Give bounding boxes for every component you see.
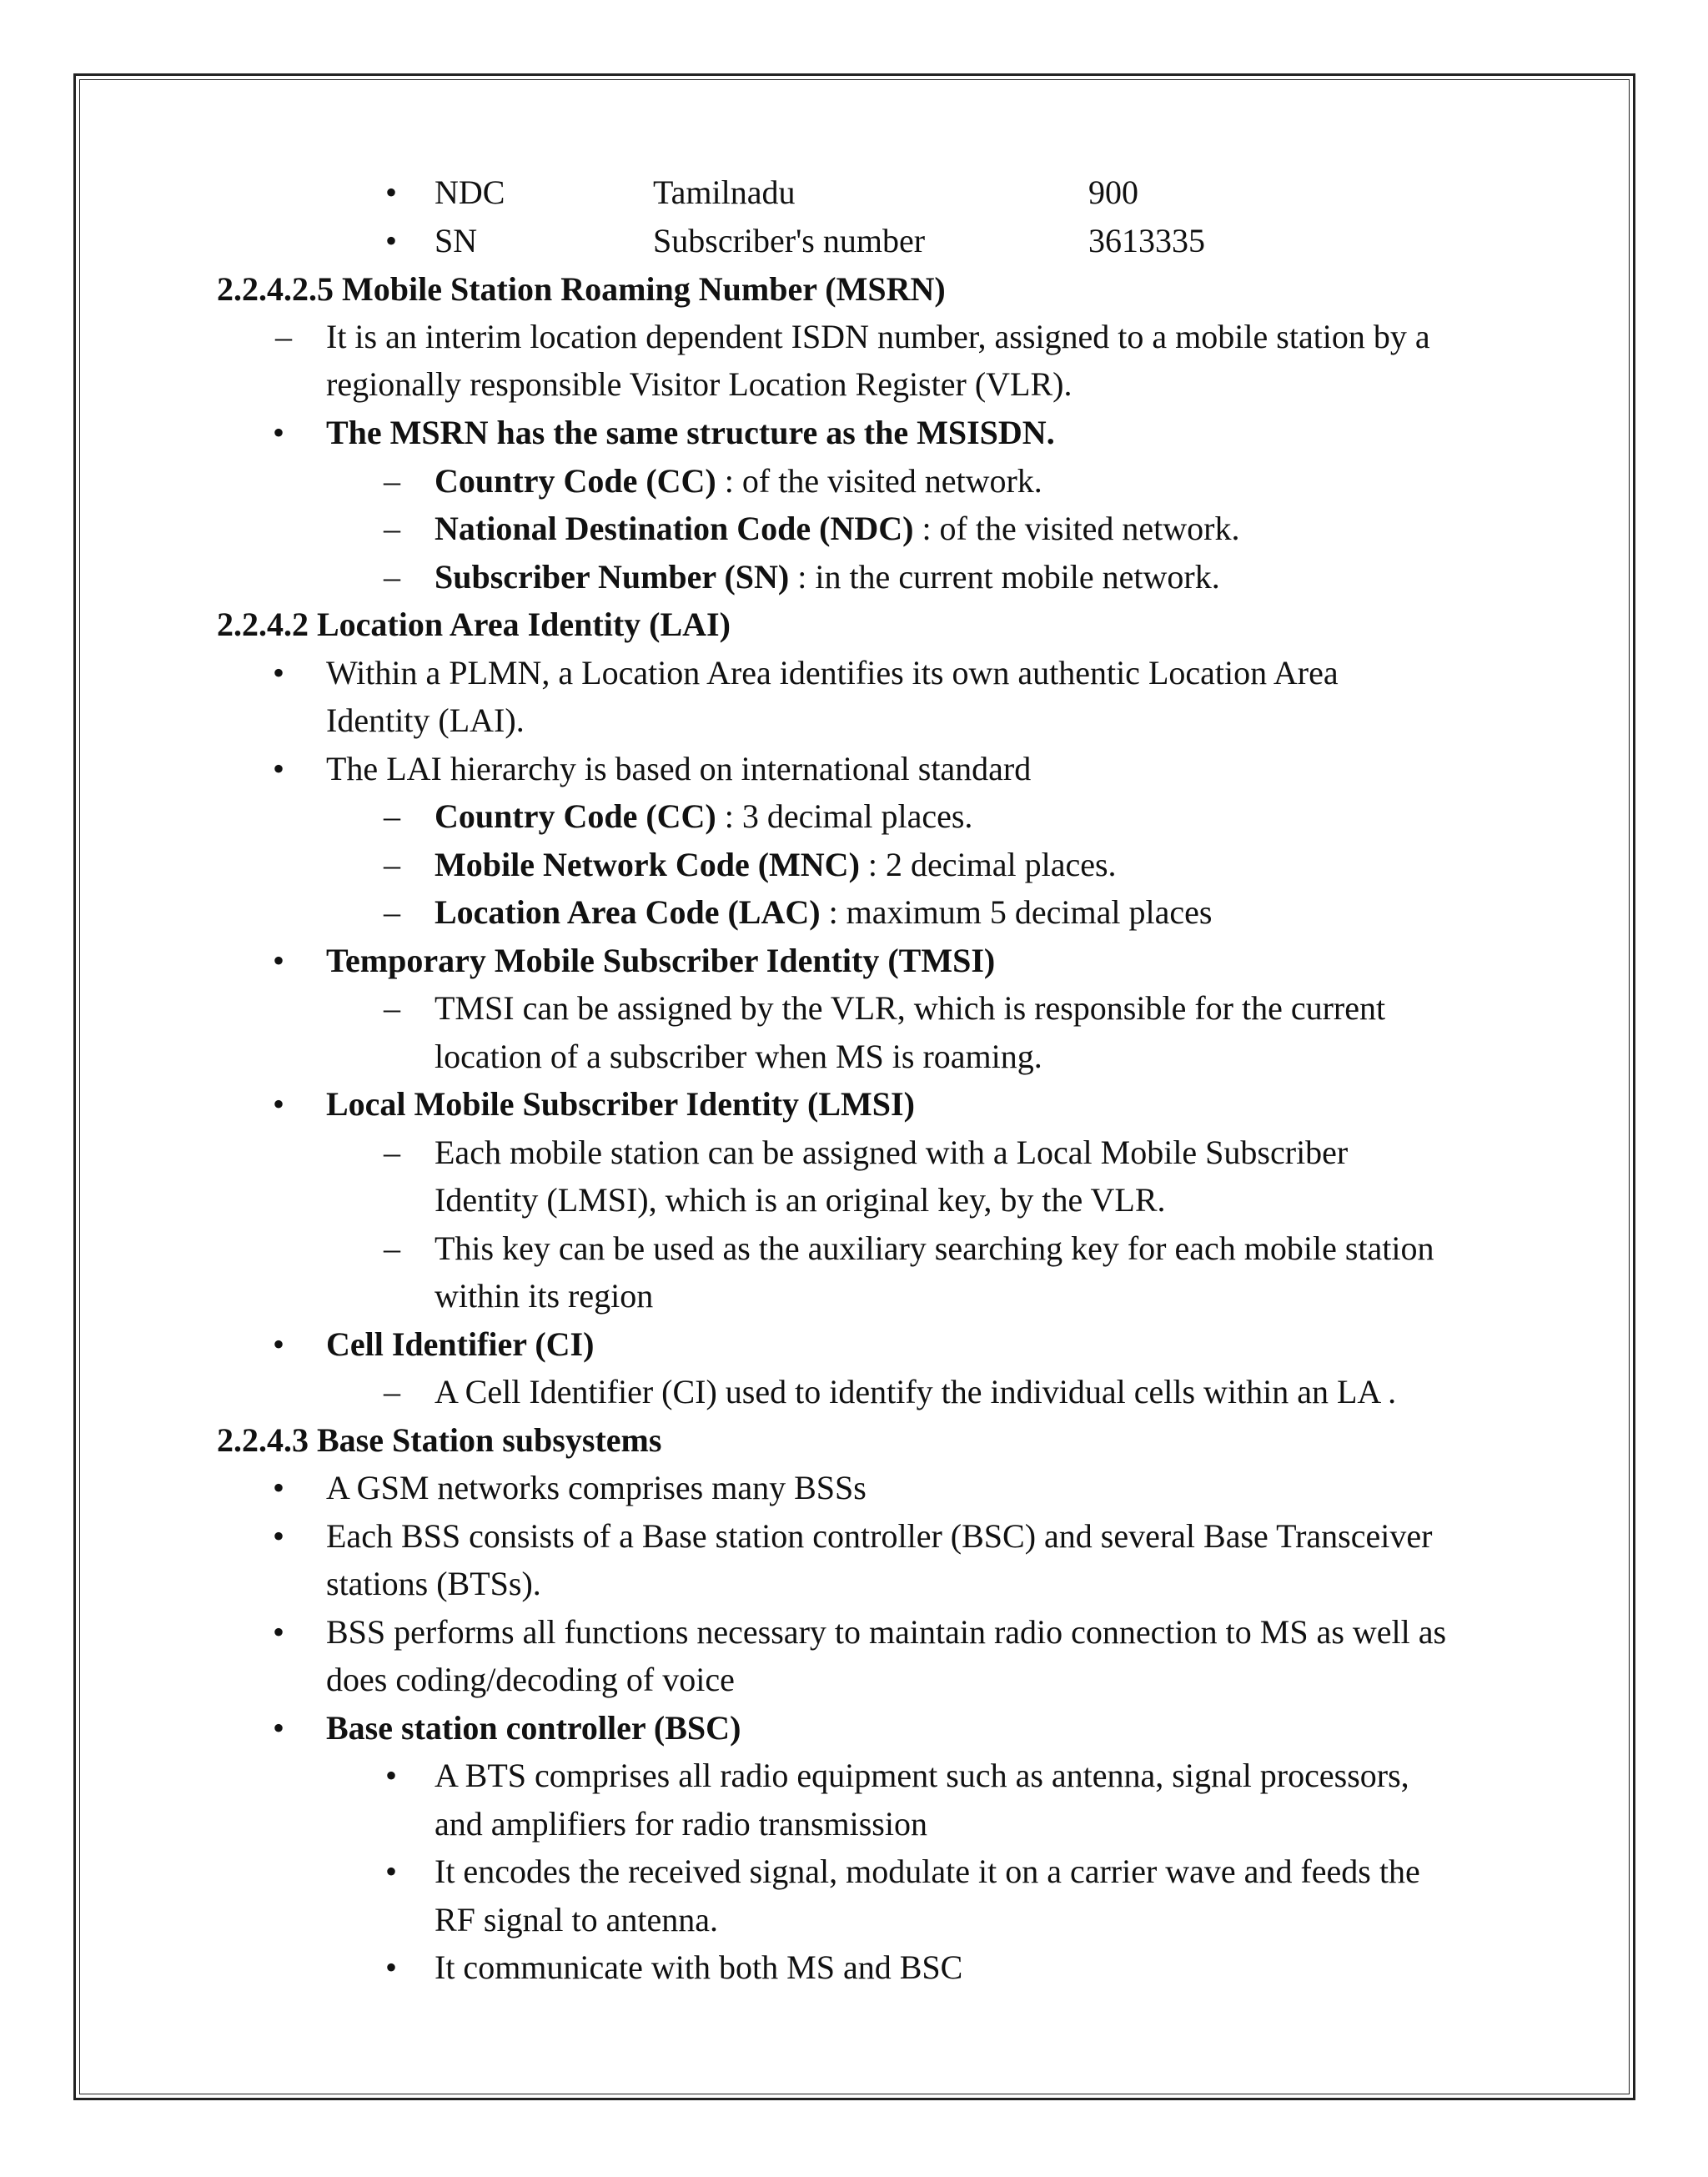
- bullet-mark: •: [273, 1613, 285, 1651]
- bullet-mark: •: [273, 1325, 285, 1363]
- dash-mark: –: [384, 1134, 400, 1171]
- paragraph-line: stations (BTSs).: [326, 1565, 541, 1602]
- paragraph-line: TMSI can be assigned by the VLR, which is responsible for the current: [435, 989, 1386, 1027]
- bullet-item-title: The MSRN has the same structure as the MSISDN.: [326, 414, 1055, 451]
- row-value: 3613335: [1088, 222, 1205, 259]
- bullet-mark: •: [273, 750, 285, 787]
- dash-mark: –: [275, 318, 292, 355]
- section-heading-lai: 2.2.4.2 Location Area Identity (LAI): [217, 606, 731, 643]
- bullet-item-title: Cell Identifier (CI): [326, 1325, 595, 1363]
- dash-mark: –: [384, 797, 400, 835]
- definition-item: [435, 841, 1117, 889]
- bullet-item-title: Temporary Mobile Subscriber Identity (TMSI): [326, 942, 996, 979]
- dash-mark: –: [384, 1373, 400, 1410]
- definition-item: [435, 888, 1212, 937]
- paragraph-line: regionally responsible Visitor Location Register (VLR).: [326, 365, 1073, 403]
- row-code: SN: [435, 222, 478, 259]
- bullet-item-title: Base station controller (BSC): [326, 1709, 741, 1747]
- bullet-mark: •: [273, 1709, 285, 1747]
- bullet-mark: •: [273, 942, 285, 979]
- dash-mark: –: [384, 989, 400, 1027]
- paragraph-line: BSS performs all functions necessary to maintain radio connection to MS as well as: [326, 1613, 1447, 1651]
- definition-desc: : 2 decimal places.: [859, 846, 1117, 883]
- definition-desc: : of the visited network.: [716, 462, 1042, 500]
- definition-desc: : maximum 5 decimal places: [820, 893, 1213, 931]
- paragraph-line: The LAI hierarchy is based on international standard: [326, 750, 1032, 787]
- paragraph-line: It is an interim location dependent ISDN number, assigned to a mobile station by a: [326, 318, 1430, 355]
- bullet-mark: •: [273, 1085, 285, 1123]
- definition-term: Country Code (CC): [435, 797, 716, 835]
- bullet-mark: •: [385, 1853, 398, 1890]
- definition-desc: : of the visited network.: [913, 510, 1240, 547]
- bullet-mark: •: [273, 654, 285, 691]
- definition-item: [435, 553, 1220, 601]
- definition-desc: : in the current mobile network.: [789, 558, 1220, 596]
- paragraph-line: location of a subscriber when MS is roaming.: [435, 1038, 1042, 1075]
- definition-term: Location Area Code (LAC): [435, 893, 821, 931]
- paragraph-line: and amplifiers for radio transmission: [435, 1805, 927, 1843]
- paragraph-line: Identity (LAI).: [326, 701, 525, 739]
- section-heading-msrn: 2.2.4.2.5 Mobile Station Roaming Number (MSRN): [217, 270, 946, 308]
- bullet-mark: •: [385, 222, 398, 259]
- definition-term: Subscriber Number (SN): [435, 558, 790, 596]
- bullet-mark: •: [273, 1469, 285, 1506]
- row-code: NDC: [435, 173, 505, 211]
- definition-term: National Destination Code (NDC): [435, 510, 914, 547]
- definition-term: Mobile Network Code (MNC): [435, 846, 860, 883]
- dash-mark: –: [384, 1229, 400, 1267]
- paragraph-line: Each mobile station can be assigned with a Local Mobile Subscriber: [435, 1134, 1349, 1171]
- bullet-mark: •: [385, 173, 398, 211]
- row-value: 900: [1088, 173, 1138, 211]
- bullet-mark: •: [273, 1517, 285, 1555]
- dash-mark: –: [384, 462, 400, 500]
- definition-term: Country Code (CC): [435, 462, 716, 500]
- section-heading-bss: 2.2.4.3 Base Station subsystems: [217, 1421, 662, 1459]
- paragraph-line: It encodes the received signal, modulate it on a carrier wave and feeds the: [435, 1853, 1420, 1890]
- dash-mark: –: [384, 846, 400, 883]
- paragraph-line: It communicate with both MS and BSC: [435, 1948, 963, 1986]
- bullet-mark: •: [273, 414, 285, 451]
- dash-mark: –: [384, 510, 400, 547]
- bullet-mark: •: [385, 1948, 398, 1986]
- row-label: Tamilnadu: [653, 173, 796, 211]
- paragraph-line: A GSM networks comprises many BSSs: [326, 1469, 867, 1506]
- paragraph-line: A Cell Identifier (CI) used to identify the individual cells within an LA .: [435, 1373, 1397, 1410]
- paragraph-line: does coding/decoding of voice: [326, 1661, 735, 1698]
- paragraph-line: RF signal to antenna.: [435, 1901, 718, 1938]
- definition-item: [435, 505, 1239, 553]
- bullet-item-title: Local Mobile Subscriber Identity (LMSI): [326, 1085, 915, 1123]
- paragraph-line: within its region: [435, 1277, 654, 1315]
- definition-item: [435, 792, 972, 841]
- dash-mark: –: [384, 893, 400, 931]
- paragraph-line: A BTS comprises all radio equipment such as antenna, signal processors,: [435, 1757, 1409, 1794]
- bullet-mark: •: [385, 1757, 398, 1794]
- paragraph-line: This key can be used as the auxiliary searching key for each mobile station: [435, 1229, 1434, 1267]
- dash-mark: –: [384, 558, 400, 596]
- paragraph-line: Within a PLMN, a Location Area identifies its own authentic Location Area: [326, 654, 1339, 691]
- definition-desc: : 3 decimal places.: [716, 797, 973, 835]
- row-label: Subscriber's number: [653, 222, 926, 259]
- paragraph-line: Each BSS consists of a Base station controller (BSC) and several Base Transceiver: [326, 1517, 1433, 1555]
- paragraph-line: Identity (LMSI), which is an original key, by the VLR.: [435, 1181, 1166, 1219]
- definition-item: [435, 457, 1042, 505]
